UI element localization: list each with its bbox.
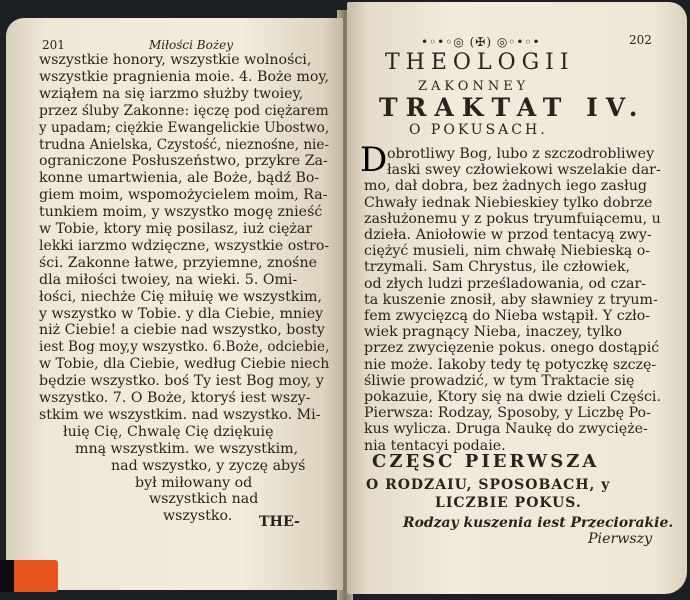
right-page [347, 2, 687, 594]
right-catchword: Pierwszy [588, 531, 653, 547]
left-page [6, 18, 343, 590]
right-text-line: Chwały iednak Niebieskiey tylko dobrze [364, 194, 653, 211]
left-text-line: tunkiem moim, y wszystko mogę znieść [39, 204, 323, 221]
right-text-line: nia tentacyi podaie. [364, 437, 506, 454]
title-zakonney: ZAKONNEY [418, 79, 530, 94]
right-text-line: ciężyć musieli, nim chwałę Niebieską o- [364, 243, 651, 260]
right-text-line: łaski swey człowiekowi wszelakie dar- [387, 162, 661, 179]
left-text-line: wszystkie pragnienia moie. 4. Boże moy, [39, 68, 330, 85]
left-text-line: wziąłem na się iarzmo służby twoiey, [39, 85, 304, 102]
right-text-line: Pierwsza: Rodzay, Sposoby, y Liczbę Po- [364, 405, 651, 422]
left-text-line: stkim we wszystkim. nad wszystko. Mi- [39, 406, 321, 423]
left-text-line: nad wszystko, y zyczę abyś [111, 457, 306, 474]
left-text-line: lekki iarzmo wdzięczne, wszystkie ostro- [39, 237, 330, 254]
left-text-line: ści. Zakonne łatwe, przyiemne, znośne [39, 254, 318, 271]
right-text-line: śliwie prowadzić, w tym Traktacie się [364, 372, 635, 389]
right-text-line: kus wylicza. Druga Naukę do zwycięże- [364, 421, 648, 438]
right-text-line: trzymali. Sam Chrystus, ile człowiek, [364, 259, 631, 276]
title-traktat: TRAKTAT IV. [379, 93, 646, 122]
right-text-line: zasłużonemu y z pokus tryumfuiącemu, u [364, 210, 661, 227]
left-text-line: niż Ciebie! a ciebie nad wszystko, bosty [39, 322, 325, 339]
left-text-line: dla miłości twoiey, na wieki. 5. Omi- [39, 271, 298, 288]
left-text-line: był miłowany od [135, 474, 253, 491]
left-text-line: łości, niechże Cię miłuię we wszystkim, [39, 288, 322, 305]
left-running-head: Miłości Bożey [149, 38, 234, 52]
part-heading: CZĘSC PIERWSZA [372, 451, 600, 472]
right-text-line: mo, dał dobra, bez żadnych iego zasług [364, 178, 647, 195]
right-text-line: obrotliwy Bog, lubo z szczodrobliwey [387, 146, 655, 162]
right-text-line: wiek pragnący Nieba, inaczey, tylko [364, 324, 623, 341]
left-text-line: konne umartwienia, ale Boże, bądź Bo- [39, 170, 320, 187]
title-theologii: THEOLOGII [385, 50, 575, 75]
left-text-line: w Tobie, ktory mię posilasz, iuż ciężar [39, 221, 313, 237]
right-text-line: nie może. Iakoby tedy tę potyczkę szczę- [364, 356, 657, 373]
left-text-line: trudna Anielska, Czystość, nieznośne, nie- [39, 136, 330, 153]
left-text-line: przez śluby Zakonne: ięczę pod ciężarem [39, 102, 329, 119]
part-subheading-1: O RODZAIU, SPOSOBACH, y [366, 477, 611, 493]
right-text-line: fem zwycięzcą do Nieba wstąpił. Y czło- [364, 308, 651, 324]
right-page-number: 202 [629, 33, 652, 47]
head-ornament: •◦•◦◎ (✠) ◎◦•◦• [421, 35, 541, 49]
part-subheading-2: LICZBIE POKUS. [435, 495, 582, 511]
clip-shadow [0, 560, 14, 592]
left-text-line: y wszystko w Tobie. y dla Ciebie, mniey [39, 305, 324, 322]
left-text-line: wszystkie honory, wszystkie wolności, [39, 52, 312, 68]
right-text-line: przez zwycięzenie pokus. onego dostąpić [364, 340, 660, 357]
left-text-line: giem moim, wspomożycielem moim, Ra- [39, 187, 328, 204]
right-text-line: ta kuszenie znosił, aby sławniey z tryum- [364, 291, 658, 308]
left-text-line: y upadam; ciężkie Ewangelickie Ubostwo, [39, 119, 330, 136]
left-text-line: ograniczone Posłuszeństwo, przykre Za- [39, 153, 328, 170]
left-text-line: wszystkich nad [149, 491, 259, 508]
left-text-line: w Tobie, dla Ciebie, według Ciebie niech [39, 356, 330, 373]
right-text-line: od złych ludzi prześladowania, od czar- [364, 275, 647, 292]
left-catchword: THE- [259, 514, 300, 530]
left-page-number: 201 [42, 38, 65, 52]
left-text-line: wszystko. [163, 508, 233, 525]
section-subheading: Rodzay kuszenia iest Przeciorakie. [403, 515, 674, 531]
left-text-line: iest Bog moy,y wszystko. 6.Boże, odciebie, [39, 339, 330, 356]
left-text-line: wszystko. 7. O Boże, ktoryś iest wszy- [39, 390, 311, 406]
left-text-line: będzie wszystko. boś Ty iest Bog moy, y [39, 373, 324, 390]
title-pokusach: O POKUSACH. [409, 122, 548, 138]
left-text-line: łuię Cię, Chwalę Cię dziękuię [63, 423, 274, 440]
right-text-line: dzieła. Aniołowie w przod tentacyą zwy- [364, 227, 652, 243]
right-text-line: pokazuie, Ktory się na dwie dzieli Części. [364, 389, 661, 405]
left-text-line: mną wszystkim. we wszystkim, [75, 440, 299, 457]
drop-cap: D [360, 140, 388, 180]
